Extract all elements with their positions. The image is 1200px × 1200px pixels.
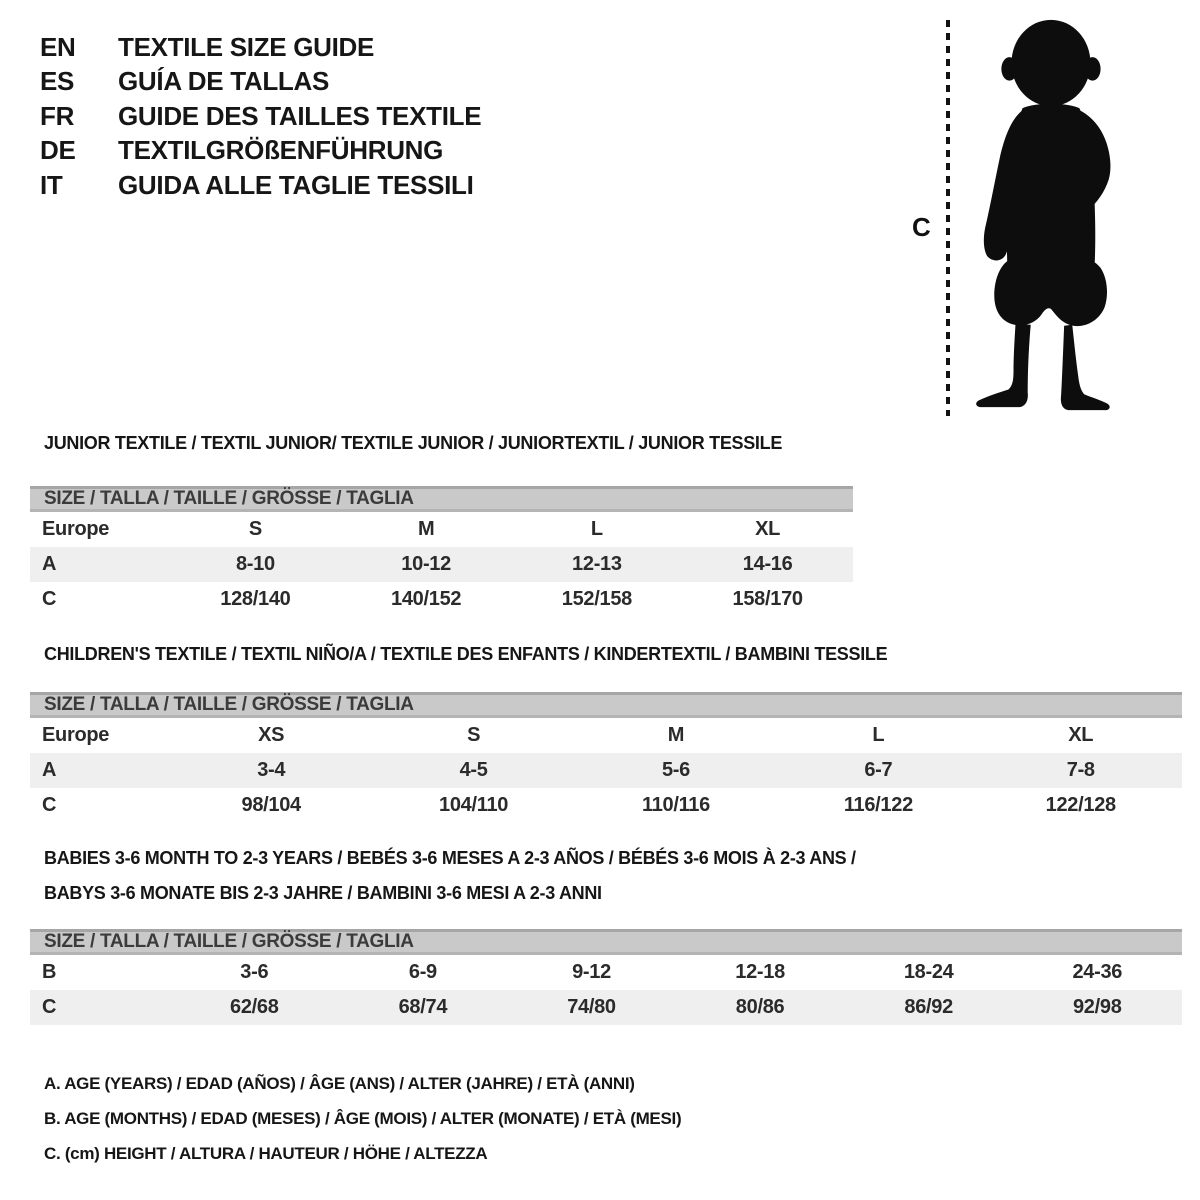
table-row xyxy=(30,718,1182,753)
age-value: 18-24 xyxy=(903,961,954,983)
height-value: 122/128 xyxy=(1045,794,1116,816)
lang-title: GUÍA DE TALLAS xyxy=(118,66,330,97)
language-header xyxy=(40,30,481,203)
height-value: 110/116 xyxy=(641,794,710,816)
size-header-label: SIZE / TALLA / TAILLE / GRÖSSE / TAGLIA xyxy=(44,488,414,509)
age-value: 24-36 xyxy=(1072,961,1123,983)
size-header-bar xyxy=(30,692,1182,718)
size-value: S xyxy=(248,518,262,540)
age-value: 6-9 xyxy=(408,961,437,983)
lang-row-en xyxy=(40,30,481,65)
age-value: 14-16 xyxy=(742,553,793,575)
lang-code: ES xyxy=(40,66,75,97)
table-row xyxy=(30,753,1182,788)
lang-code: EN xyxy=(40,31,76,62)
age-value: 3-6 xyxy=(240,961,269,983)
lang-code: IT xyxy=(40,169,63,200)
babies-size-table xyxy=(30,929,1182,1025)
size-value: S xyxy=(467,724,481,746)
legend xyxy=(44,1066,681,1171)
size-header-label: SIZE / TALLA / TAILLE / GRÖSSE / TAGLIA xyxy=(44,931,414,952)
junior-size-table xyxy=(30,486,853,617)
size-value: XL xyxy=(755,518,781,540)
age-value: 5-6 xyxy=(661,759,690,781)
lang-code: DE xyxy=(40,135,76,166)
size-value: XL xyxy=(1068,724,1094,746)
size-value: L xyxy=(590,518,603,540)
height-value: 104/110 xyxy=(439,794,509,816)
height-value: 128/140 xyxy=(220,588,291,610)
age-value: 6-7 xyxy=(864,759,893,781)
lang-row-es xyxy=(40,65,481,100)
lang-row-fr xyxy=(40,99,481,134)
row-label: A xyxy=(42,553,57,575)
row-label: C xyxy=(42,588,57,610)
row-label: Europe xyxy=(42,518,110,540)
legend-line-c: C. (cm) HEIGHT / ALTURA / HAUTEUR / HÖHE / ALTEZZA xyxy=(44,1144,488,1163)
junior-section-title: JUNIOR TEXTILE / TEXTIL JUNIOR/ TEXTILE JUNIOR / JUNIORTEXTIL / JUNIOR TESSILE xyxy=(44,433,783,453)
age-value: 12-13 xyxy=(572,553,622,575)
size-value: M xyxy=(417,518,435,540)
table-row xyxy=(30,788,1182,823)
row-label: B xyxy=(42,961,57,983)
height-value: 92/98 xyxy=(1072,996,1122,1018)
children-size-table xyxy=(30,692,1182,823)
age-value: 9-12 xyxy=(572,961,611,983)
age-value: 4-5 xyxy=(459,759,488,781)
age-value: 8-10 xyxy=(235,553,275,575)
toddler-silhouette-icon xyxy=(972,14,1134,414)
lang-title: GUIDE DES TAILLES TEXTILE xyxy=(118,100,482,131)
row-label: C xyxy=(42,996,57,1018)
table-row xyxy=(30,955,1182,990)
lang-code: FR xyxy=(40,100,75,131)
size-header-bar xyxy=(30,486,853,512)
height-value: 80/86 xyxy=(735,996,785,1018)
lang-row-de xyxy=(40,134,481,169)
lang-title: TEXTILE SIZE GUIDE xyxy=(118,31,375,62)
height-value: 62/68 xyxy=(230,996,279,1018)
row-label: Europe xyxy=(42,724,110,746)
lang-title: TEXTILGRÖßENFÜHRUNG xyxy=(118,135,444,166)
height-value: 116/122 xyxy=(843,794,913,816)
table-row xyxy=(30,547,853,582)
table-row xyxy=(30,582,853,617)
age-value: 12-18 xyxy=(735,961,785,983)
height-value: 140/152 xyxy=(391,588,462,610)
height-value: 158/170 xyxy=(732,588,803,610)
age-value: 7-8 xyxy=(1066,759,1095,781)
age-value: 10-12 xyxy=(401,553,451,575)
height-value: 152/158 xyxy=(561,588,632,610)
lang-row-it xyxy=(40,168,481,203)
legend-line-b: B. AGE (MONTHS) / EDAD (MESES) / ÂGE (MOIS) / ALTER (MONATE) / ETÀ (MESI) xyxy=(44,1109,682,1128)
size-value: M xyxy=(667,724,685,746)
height-value: 68/74 xyxy=(398,996,448,1018)
height-measure-line xyxy=(946,20,950,416)
lang-title: GUIDA ALLE TAGLIE TESSILI xyxy=(118,169,474,200)
babies-title-line-1: BABIES 3-6 MONTH TO 2-3 YEARS / BEBÉS 3-6 MESES A 2-3 AÑOS / BÉBÉS 3-6 MOIS À 2-3 ANS / xyxy=(44,848,856,868)
children-section-title: CHILDREN'S TEXTILE / TEXTIL NIÑO/A / TEXTILE DES ENFANTS / KINDERTEXTIL / BAMBINI TESSILE xyxy=(44,644,888,664)
size-value: L xyxy=(872,724,885,746)
row-label: C xyxy=(42,794,57,816)
table-row xyxy=(30,512,853,547)
size-header-bar xyxy=(30,929,1182,955)
babies-section-title xyxy=(44,841,856,911)
height-value: 74/80 xyxy=(567,996,616,1018)
babies-title-line-2: BABYS 3-6 MONATE BIS 2-3 JAHRE / BAMBINI 3-6 MESI A 2-3 ANNI xyxy=(44,883,602,903)
height-value: 86/92 xyxy=(904,996,953,1018)
height-value: 98/104 xyxy=(241,794,301,816)
size-header-label: SIZE / TALLA / TAILLE / GRÖSSE / TAGLIA xyxy=(44,694,414,715)
row-label: A xyxy=(42,759,57,781)
table-row xyxy=(30,990,1182,1025)
age-value: 3-4 xyxy=(257,759,286,781)
height-measure-label: C xyxy=(912,212,931,242)
size-value: XS xyxy=(258,724,285,746)
legend-line-a: A. AGE (YEARS) / EDAD (AÑOS) / ÂGE (ANS) / ALTER (JAHRE) / ETÀ (ANNI) xyxy=(44,1074,635,1093)
